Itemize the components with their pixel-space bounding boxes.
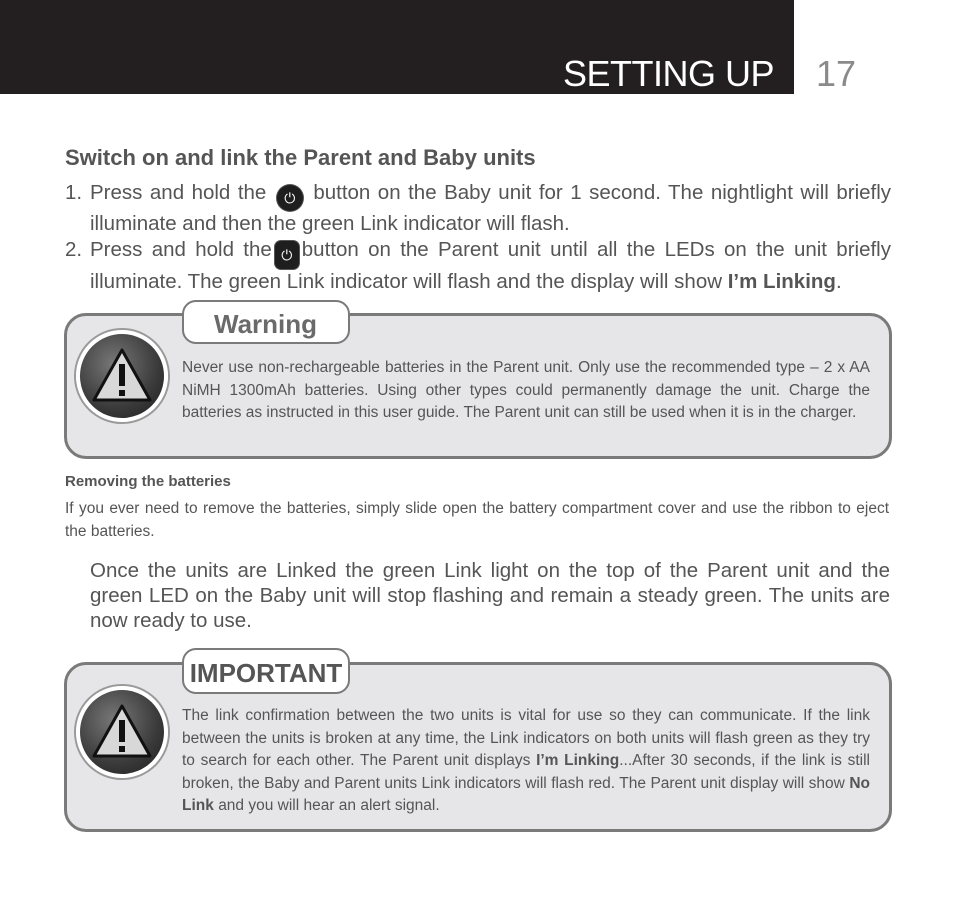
step-text-end: . xyxy=(835,270,842,293)
step-1 xyxy=(65,180,891,236)
important-title: IMPORTANT xyxy=(182,648,350,694)
important-text-part: and you will hear an alert signal. xyxy=(218,797,440,815)
warning-triangle-icon xyxy=(76,330,168,422)
important-text-part: The link confirmation between the two units is vital for use so they can communicate. If the link between the units is broken at any time, the Link indicators on both units will flash green as they try to search for each other. The Parent unit displays xyxy=(182,707,870,770)
step-2 xyxy=(65,237,891,294)
section-heading: Switch on and link the Parent and Baby units xyxy=(65,145,536,170)
warning-text: Never use non-rechargeable batteries in the Parent unit. Only use the recommended type – 2 x AA NiMH 1300mAh batteries. Using other types could permanently damage the unit. Charge the batteries as instructed in this user guide. The Parent unit can still be used when it is in the charger. xyxy=(182,359,870,422)
linked-paragraph: Once the units are Linked the green Link light on the top of the Parent unit and the green LED on the Baby unit will stop flashing and remain a steady green. The units are now ready to use. xyxy=(90,559,890,632)
step-number: 1. xyxy=(65,181,83,204)
removing-batteries-heading: Removing the batteries xyxy=(65,473,231,490)
step-number: 2. xyxy=(65,238,83,261)
important-text xyxy=(182,705,870,818)
step-text-after: button on the Parent unit until all the LEDs on the unit briefly illuminate. The green Link indicator will flash and the display will show xyxy=(90,238,891,293)
warning-triangle-icon xyxy=(76,686,168,778)
display-message: No Link xyxy=(182,774,870,815)
display-message: I’m Linking xyxy=(727,270,836,293)
page-number: 17 xyxy=(816,53,857,94)
step-text-before: Press and hold the xyxy=(90,181,267,204)
removing-batteries-text: If you ever need to remove the batteries, simply slide open the battery compartment cover and use the ribbon to eject the batteries. xyxy=(65,500,889,540)
section-title: SETTING UP xyxy=(562,53,774,94)
power-icon: ⏻ xyxy=(275,241,299,269)
display-message: I’m Linking xyxy=(536,752,620,770)
step-text-before: Press and hold the xyxy=(90,238,272,261)
warning-title: Warning xyxy=(182,300,350,344)
step-text-after: button on the Baby unit for 1 second. The nightlight will briefly illuminate and then the green Link indicator will flash. xyxy=(90,181,892,235)
important-text-part: ...After 30 seconds, if the link is still broken, the Baby and Parent units Link indicators will flash red. The Parent unit display will show xyxy=(182,752,870,792)
power-icon: ⏻ xyxy=(277,185,303,211)
